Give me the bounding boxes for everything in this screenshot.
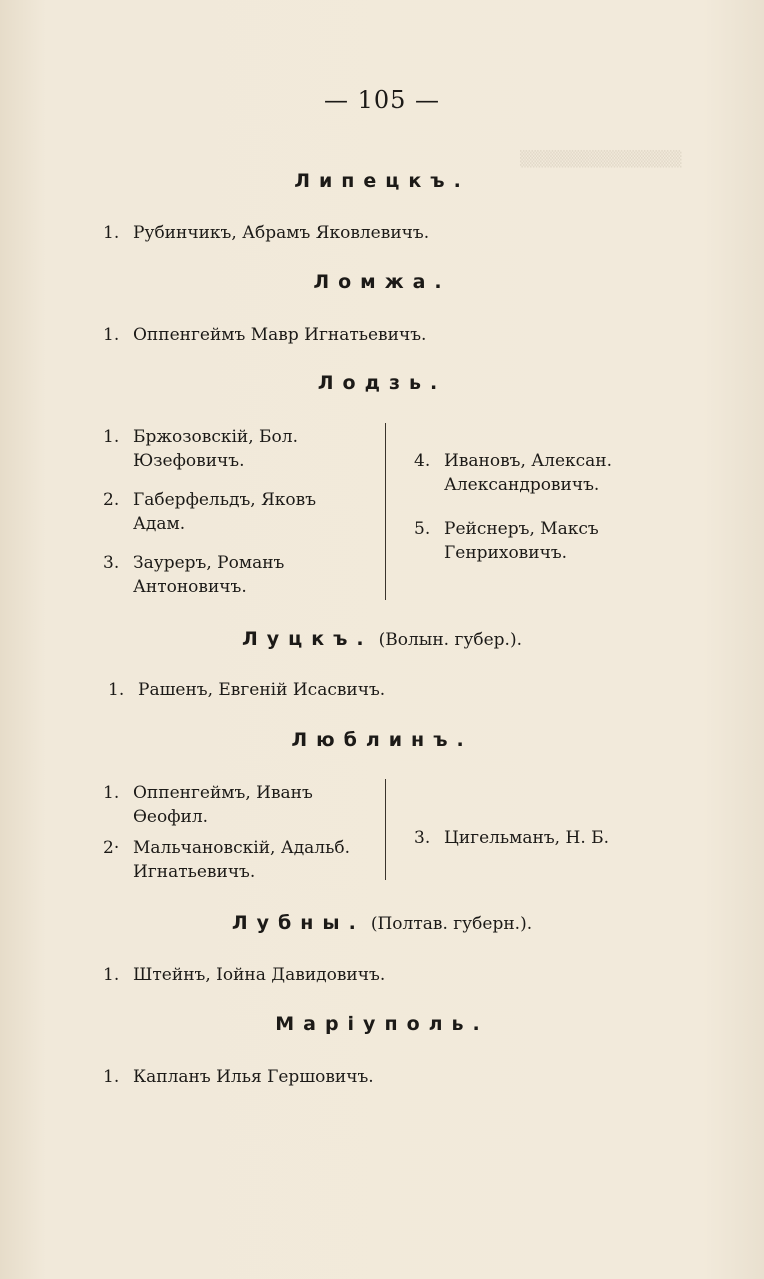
entry-text: Капланъ Илья Гершовичъ. [133, 1067, 374, 1087]
entry-number: 1. [103, 783, 120, 803]
entry-number: 1. [103, 1067, 120, 1087]
entry-text: Бржозовскій, Бол. Юзефовичъ. [133, 427, 298, 471]
entry-text: Цигельманъ, Н. Б. [444, 828, 610, 848]
entry-text: Штейнъ, Іойна Давидовичъ. [133, 965, 386, 985]
heading-lomzha: Ломжа. [313, 271, 451, 293]
entry-number: 5. [414, 519, 431, 539]
list-item [103, 488, 363, 536]
list-item [103, 781, 368, 829]
list-item [103, 551, 363, 599]
list-item [414, 517, 684, 565]
entry-number: 3. [103, 553, 120, 573]
entry-number: 4. [414, 451, 431, 471]
list-item [414, 449, 684, 497]
entry-text: Габерфельдъ, Яковъ Адам. [133, 490, 317, 534]
entry-number: 1. [103, 223, 120, 243]
column-divider [385, 423, 386, 600]
heading-lutsk-title: Луцкъ. [242, 628, 373, 650]
heading-lubny [0, 912, 764, 934]
entry-number: 1. [103, 325, 120, 345]
list-item [103, 836, 378, 884]
list-item [103, 324, 426, 347]
entry-number: 1. [108, 680, 125, 700]
heading-lodz: Лодзь. [317, 372, 447, 394]
list-item [414, 826, 684, 850]
entry-number: 2· [103, 838, 120, 858]
column-divider [385, 779, 386, 880]
entry-number: 1. [103, 965, 120, 985]
heading-lutsk-subtitle: (Волын. губер.). [378, 630, 522, 650]
entry-text: Рейснеръ, Максъ Генриховичъ. [444, 519, 599, 563]
list-item [103, 1066, 374, 1089]
heading-mariupol: Маріуполь. [275, 1013, 489, 1035]
list-item [103, 222, 429, 245]
heading-lipetsk: Липецкъ. [294, 170, 470, 192]
entry-number: 1. [103, 427, 120, 447]
entry-text: Рашенъ, Евгеній Исасвичъ. [138, 680, 386, 700]
entry-text: Рубинчикъ, Абрамъ Яковлевичъ. [133, 223, 430, 243]
entry-text: Оппенгеймъ, Иванъ Ѳеофил. [133, 783, 313, 827]
entry-text: Ивановъ, Алексан. Александровичъ. [444, 451, 613, 495]
page-number: — 105 — [323, 86, 441, 114]
list-item [103, 425, 363, 473]
entry-text: Мальчановскій, Адальб. Игнатьевичъ. [133, 838, 350, 882]
entry-text: Оппенгеймъ Мавр Игнатьевичъ. [133, 325, 427, 345]
entry-text: Зауреръ, Романъ Антоновичъ. [133, 553, 285, 597]
list-item [108, 679, 385, 702]
heading-lublin: Люблинъ. [291, 729, 473, 751]
list-item [103, 964, 385, 987]
heading-lubny-title: Лубны. [231, 912, 365, 934]
bleed-through-texture: ▒▒▒▒▒▒▒▒▒▒▒▒▒▒ [520, 150, 682, 168]
heading-lubny-subtitle: (Полтав. губерн.). [370, 914, 533, 934]
entry-number: 2. [103, 490, 120, 510]
entry-number: 3. [414, 828, 431, 848]
heading-lutsk [0, 628, 764, 650]
